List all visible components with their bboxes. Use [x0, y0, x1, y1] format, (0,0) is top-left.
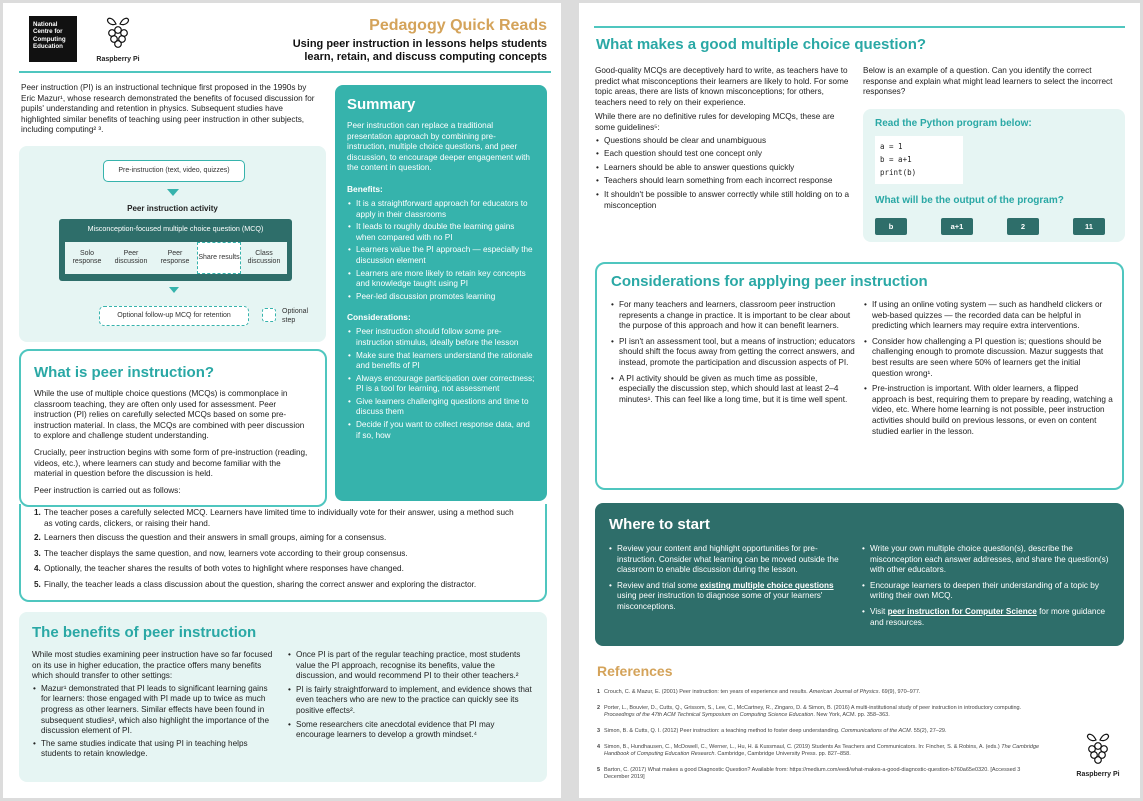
arrow-down-icon — [169, 287, 179, 293]
stage-peer-discussion: Peer discussion — [109, 242, 153, 274]
followup-mcq-box: Optional follow-up MCQ for retention — [99, 306, 249, 326]
where-to-start-title: Where to start — [609, 516, 710, 533]
raspberry-icon — [1084, 732, 1112, 766]
example-question-panel — [863, 109, 1125, 242]
steps-box — [19, 504, 547, 602]
list-item: • Learners value the PI approach — especially the discussion element — [347, 245, 535, 266]
page-1 — [3, 3, 561, 798]
list-item: • Once PI is part of the regular teaching practice, most students value the PI approach, recognise its benefits, value the discussion, and would recommend PI to their other teachers.² — [287, 650, 535, 682]
list-item: • Pre-instruction is important. With older learners, a flipped approach is best, requiring them to prepare by reading, watching a video, etc. Where home learning is not possible, peer instruction activities should build on previous lessons, or even on content studied earlier in the lesson. — [863, 384, 1113, 437]
what-p3: Peer instruction is carried out as follows: — [34, 485, 181, 495]
list-item: • Learners should be able to answer questions quickly — [595, 163, 855, 174]
good-mcq-title: What makes a good multiple choice question? — [596, 36, 927, 53]
code-block — [875, 136, 963, 184]
mcq-panel — [59, 219, 292, 281]
what-is-pi-title: What is peer instruction? — [34, 364, 215, 381]
reference-item: 3 Simon, B. & Cutts, Q. I. (2012) Peer instruction: a teaching method to foster deep understanding. Communications of the ACM. 55(2), 27–29. — [597, 728, 947, 734]
list-item: • For many teachers and learners, classroom peer instruction represents a change in practice. It is important to be clear about the purpose of this approach and how it can benefit learners. — [610, 300, 855, 332]
stage-peer-response: Peer response — [153, 242, 197, 274]
list-item: • Questions should be clear and unambiguous — [595, 136, 855, 147]
list-item: • Always encourage participation over correctness; PI is a tool for learning, not assessment — [347, 374, 535, 395]
good-mcq-left-col — [595, 66, 855, 211]
step-item: 2. Learners then discuss the question and their answers in small groups, aiming for a consensus. — [34, 533, 387, 543]
list-item: • It is a straightforward approach for educators to apply in their classrooms — [347, 199, 535, 220]
list-item: • Teachers should learn something from each incorrect response — [595, 176, 855, 187]
footer-raspberry-pi-logo — [1068, 732, 1128, 778]
footer-logo-label: Raspberry Pi — [1076, 771, 1120, 778]
what-is-pi-box — [19, 349, 327, 507]
references-list — [597, 689, 1047, 781]
considerations-heading: Considerations: — [347, 312, 411, 323]
list-item: • Each question should test one concept only — [595, 149, 855, 160]
list-item: • Give learners challenging questions and time to discuss them — [347, 397, 535, 418]
list-item: • Encourage learners to deepen their understanding of a topic by writing their own MCQ. — [861, 581, 1113, 602]
arrow-down-icon — [167, 189, 179, 196]
answer-option-11[interactable]: 11 — [1073, 218, 1105, 235]
optional-legend-swatch — [262, 308, 276, 322]
considerations-box — [595, 262, 1124, 490]
existing-mcq-link[interactable]: existing multiple choice questions — [699, 580, 834, 590]
raspberry-icon — [104, 16, 132, 50]
benefits-left-col — [32, 650, 277, 760]
reference-item: 4 Simon, B., Hundhausen, C., McDowell, C., Werner, L., Hu, H. & Kussmaul, C. (2019) Students As Teachers and Communicators. In: Fincher, S. & Robins, A. (eds.) The Cambridge Handbook of Computing Education Research. Cambridge, Cambridge University Press. pp. 827–858. — [597, 744, 1040, 757]
guidelines-list — [595, 136, 855, 212]
subtitle-line-1: Using peer instruction in lessons helps students — [292, 38, 547, 50]
what-p1: While the use of multiple choice questions (MCQs) is commonplace in classroom teaching, they are often only used for assessment. Peer instruction (PI) relies on carefully selected MCQs based on some pre-instruction material. In class, the MCQs are combined with peer discussion to explore and challenge student understanding. — [34, 389, 305, 441]
benefits-heading: Benefits: — [347, 183, 383, 194]
benefits-section — [19, 612, 547, 782]
summary-title: Summary — [347, 96, 416, 113]
list-item: • The same studies indicate that using PI in teaching helps students to retain knowledge. — [32, 739, 277, 760]
where-left-list — [608, 544, 853, 613]
list-item: • Some researchers cite anecdotal evidence that PI may encourage learners to develop a growth mindset.⁴ — [287, 720, 535, 741]
list-item: • Visit peer instruction for Computer Science for more guidance and resources. — [861, 607, 1113, 628]
list-item: • A PI activity should be given as much time as possible, especially the discussion step, which should last at least 2–4 minutes¹. This can feel like a long time, but it is time well spent. — [610, 374, 855, 406]
list-item: • Peer instruction should follow some pre-instruction stimulus, ideally before the lesson — [347, 327, 535, 348]
step-item: 3. The teacher displays the same question, and now, learners vote according to their group consensus. — [34, 548, 408, 558]
considerations-right-list — [863, 300, 1113, 437]
subtitle-line-2: learn, retain, and discuss computing concepts — [304, 51, 547, 63]
benefits-right-col — [287, 650, 535, 741]
intro-paragraph: Peer instruction (PI) is an instructional technique first proposed in the 1990s by Eric Mazur¹, whose research demonstrated the benefits of focused discussion for pupils' understanding and retention in physics. Subsequent studies have highlighted similar benefits of teaching using peer instruction in other subjects, including computing² ³. — [21, 83, 315, 135]
summary-panel — [335, 85, 547, 501]
list-item: • PI is fairly straightforward to implement, and evidence shows that even teachers who are new to the practice can quickly see its positive effects². — [287, 685, 535, 717]
list-item: • Mazur¹ demonstrated that PI leads to significant learning gains for learners: those engaged with PI made up to twice as much progress as other learners. Similar effects have been found in subsequent studies², which also highlight the importance of the discussion element of PI. — [32, 684, 277, 737]
step-item: 5. Finally, the teacher leads a class discussion about the question, sharing the correct answer and exploring the distractor. — [34, 579, 477, 589]
considerations-title: Considerations for applying peer instruction — [611, 273, 928, 290]
summary-text: Peer instruction can replace a traditional presentation approach by combining pre-instruction, multiple choice questions, and peer discussion, to encourage deeper engagement with the content in question. — [347, 121, 530, 173]
list-item: • Consider how challenging a PI question is; questions should be challenging enough to promote discussion. Mazur suggests that best results are seen where 50% of learners get the initial question wrong¹. — [863, 337, 1113, 379]
list-item: • Decide if you want to collect response data, and if so, how — [347, 420, 535, 441]
stages-row — [65, 242, 287, 274]
list-item: • It shouldn't be possible to answer correctly while still holding on to a misconception — [595, 190, 855, 211]
where-right-list — [861, 544, 1113, 628]
example-intro: Below is an example of a question. Can you identify the correct response and explain what might lead learners to select the incorrect responses? — [863, 66, 1113, 97]
list-item: • It leads to roughly double the learning gains when compared with no PI — [347, 222, 535, 243]
what-p2: Crucially, peer instruction begins with some form of pre-instruction (reading, videos, etc.), where learners can study and become familiar with the material in question before the discussion is held. — [34, 447, 308, 479]
list-item: • PI isn't an assessment tool, but a means of instruction; educators should shift the focus away from getting the correct answers, and instead, promote the participation and discussion aspects of PI. — [610, 337, 855, 369]
benefits-intro: While most studies examining peer instruction have so far focused on its use in higher education, the practice offers many benefits which should transfer to other settings: — [32, 650, 273, 681]
list-item: • Learners are more likely to retain key concepts and knowledge taught using PI — [347, 269, 535, 290]
where-to-start-panel — [595, 503, 1124, 646]
answer-option-b[interactable]: b — [875, 218, 907, 235]
code-line: b = a+1 — [880, 155, 912, 164]
summary-benefits-list — [347, 199, 535, 302]
code-line: print(b) — [880, 168, 917, 177]
header-divider — [19, 71, 551, 73]
top-accent-bar — [594, 26, 1125, 28]
list-item: • Review your content and highlight opportunities for pre-instruction. Consider what learning can be moved outside the classroom to enable discussion during the lesson. — [608, 544, 853, 576]
question-label: What will be the output of the program? — [875, 195, 1064, 206]
references-title: References — [597, 663, 673, 679]
benefits-title: The benefits of peer instruction — [32, 624, 257, 641]
pi-process-diagram — [19, 146, 326, 342]
step-item: 1. The teacher poses a carefully selected MCQ. Learners have limited time to individually vote for their answer, using a method such as voting cards, clickers, or raising their hand. — [34, 508, 514, 528]
page-2 — [579, 3, 1140, 798]
step-item: 4. Optionally, the teacher shares the results of both votes to highlight where responses have changed. — [34, 564, 404, 574]
list-item: • Write your own multiple choice question(s), describe the misconception each answer addresses, and share the question(s) with other educators. — [861, 544, 1113, 576]
raspberry-pi-logo — [93, 16, 143, 63]
series-title: Pedagogy Quick Reads — [369, 17, 547, 34]
activity-title: Peer instruction activity — [127, 204, 218, 213]
pi-for-cs-link[interactable]: peer instruction for Computer Science — [887, 606, 1037, 616]
code-line: a = 1 — [880, 142, 903, 151]
pre-instruction-box: Pre-instruction (text, video, quizzes) — [103, 160, 245, 182]
good-p1: Good-quality MCQs are deceptively hard to write, as teachers have to predict what misconceptions their learners are likely to hold. For some topic areas, there are lists of known misconceptions; for others, teachers need to rely on their experience. — [595, 66, 849, 107]
optional-legend-label: Optional step — [282, 308, 309, 324]
summary-considerations-list — [347, 327, 535, 441]
list-item: • Review and trial some existing multiple choice questions using peer instruction to diagnose some of your learners' misconceptions. — [608, 581, 853, 613]
reference-item: 1 Crouch, C. & Mazur, E. (2001) Peer instruction: ten years of experience and results. American Journal of Physics. 69(9), 970–977. — [597, 689, 921, 695]
header-title-block — [293, 17, 547, 63]
ncce-logo: National Centre for Computing Education — [29, 16, 77, 62]
reference-item: 5 Barton, C. (2017) What makes a good Diagnostic Question? Available from: https://medium.com/eedi/what-makes-a-good-diagnostic-question-b760a65e0320. [Accessed 3 December 2019] — [597, 767, 1021, 780]
reference-item: 2 Porter, L., Bouvier, D., Cutts, Q., Grissom, S., Lee, C., McCartney, R., Zingaro, D. & Simon, B. (2016) A multi-institutional study of peer instruction in introductory computing. Proceedings of the 47th ACM Technical Symposium on Computing Science Education. New York, ACM. pp. 358–363. — [597, 705, 1022, 718]
read-program-label: Read the Python program below: — [875, 118, 1032, 129]
good-p2: While there are no definitive rules for developing MCQs, these are some guidelines⁵: — [595, 112, 835, 132]
list-item: • Peer-led discussion promotes learning — [347, 292, 535, 303]
stage-solo-response: Solo response — [65, 242, 109, 274]
answer-option-2[interactable]: 2 — [1007, 218, 1039, 235]
answer-option-a-plus-1[interactable]: a+1 — [941, 218, 973, 235]
list-item: • Make sure that learners understand the rationale and benefits of PI — [347, 351, 535, 372]
raspberry-pi-label: Raspberry Pi — [96, 56, 140, 63]
considerations-left-list — [610, 300, 855, 405]
stage-class-discussion: Class discussion — [241, 242, 287, 274]
list-item: • If using an online voting system — such as handheld clickers or web-based quizzes — the recorded data can be helpful in predicting which learners may require extra interventions. — [863, 300, 1113, 332]
mcq-title: Misconception-focused multiple choice question (MCQ) — [87, 224, 264, 233]
stage-share-results: Share results — [197, 242, 241, 274]
